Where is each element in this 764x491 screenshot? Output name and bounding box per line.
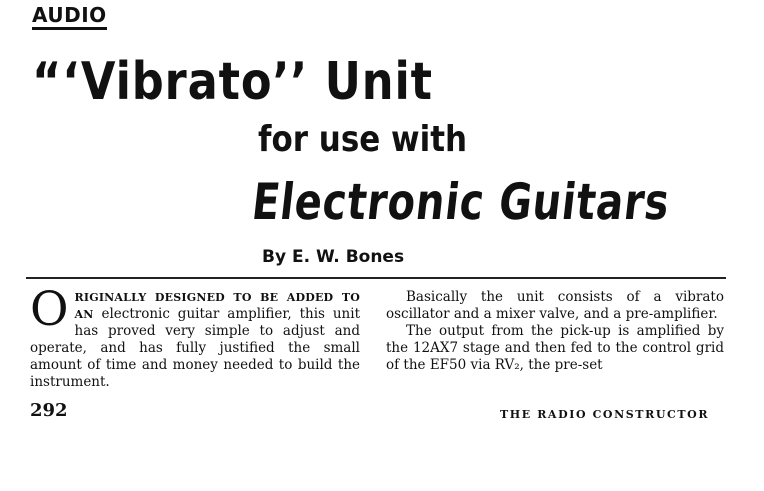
body-column-right — [386, 289, 724, 374]
drop-cap: O — [30, 282, 69, 337]
body-text: electronic guitar amplifier, this unit has proved very simple to adjust and operate, and has fully justified the small amount of time and money needed to build the instrument. — [30, 306, 360, 390]
lead-in-caps: RIGINALLY DESIGNED TO BE ADDED TO AN — [74, 291, 360, 321]
section-label: AUDIO — [32, 4, 107, 30]
page-number: 292 — [30, 400, 68, 421]
body-paragraph — [30, 282, 360, 391]
body-paragraph: The output from the pick-up is amplified by the 12AX7 stage and then fed to the control grid of the EF50 via RV₂, the pre-set — [386, 323, 724, 373]
title-line-1: “‘Vibrato’’ Unit — [32, 52, 433, 112]
body-column-left — [30, 282, 360, 391]
divider — [26, 277, 726, 279]
publication-name: THE RADIO CONSTRUCTOR — [500, 408, 710, 421]
title-line-3: Electronic Guitars — [249, 173, 673, 231]
body-paragraph: Basically the unit consists of a vibrato oscillator and a mixer valve, and a pre-amplifier. — [386, 289, 724, 322]
title-line-2: for use with — [258, 119, 468, 160]
byline: By E. W. Bones — [262, 247, 405, 267]
